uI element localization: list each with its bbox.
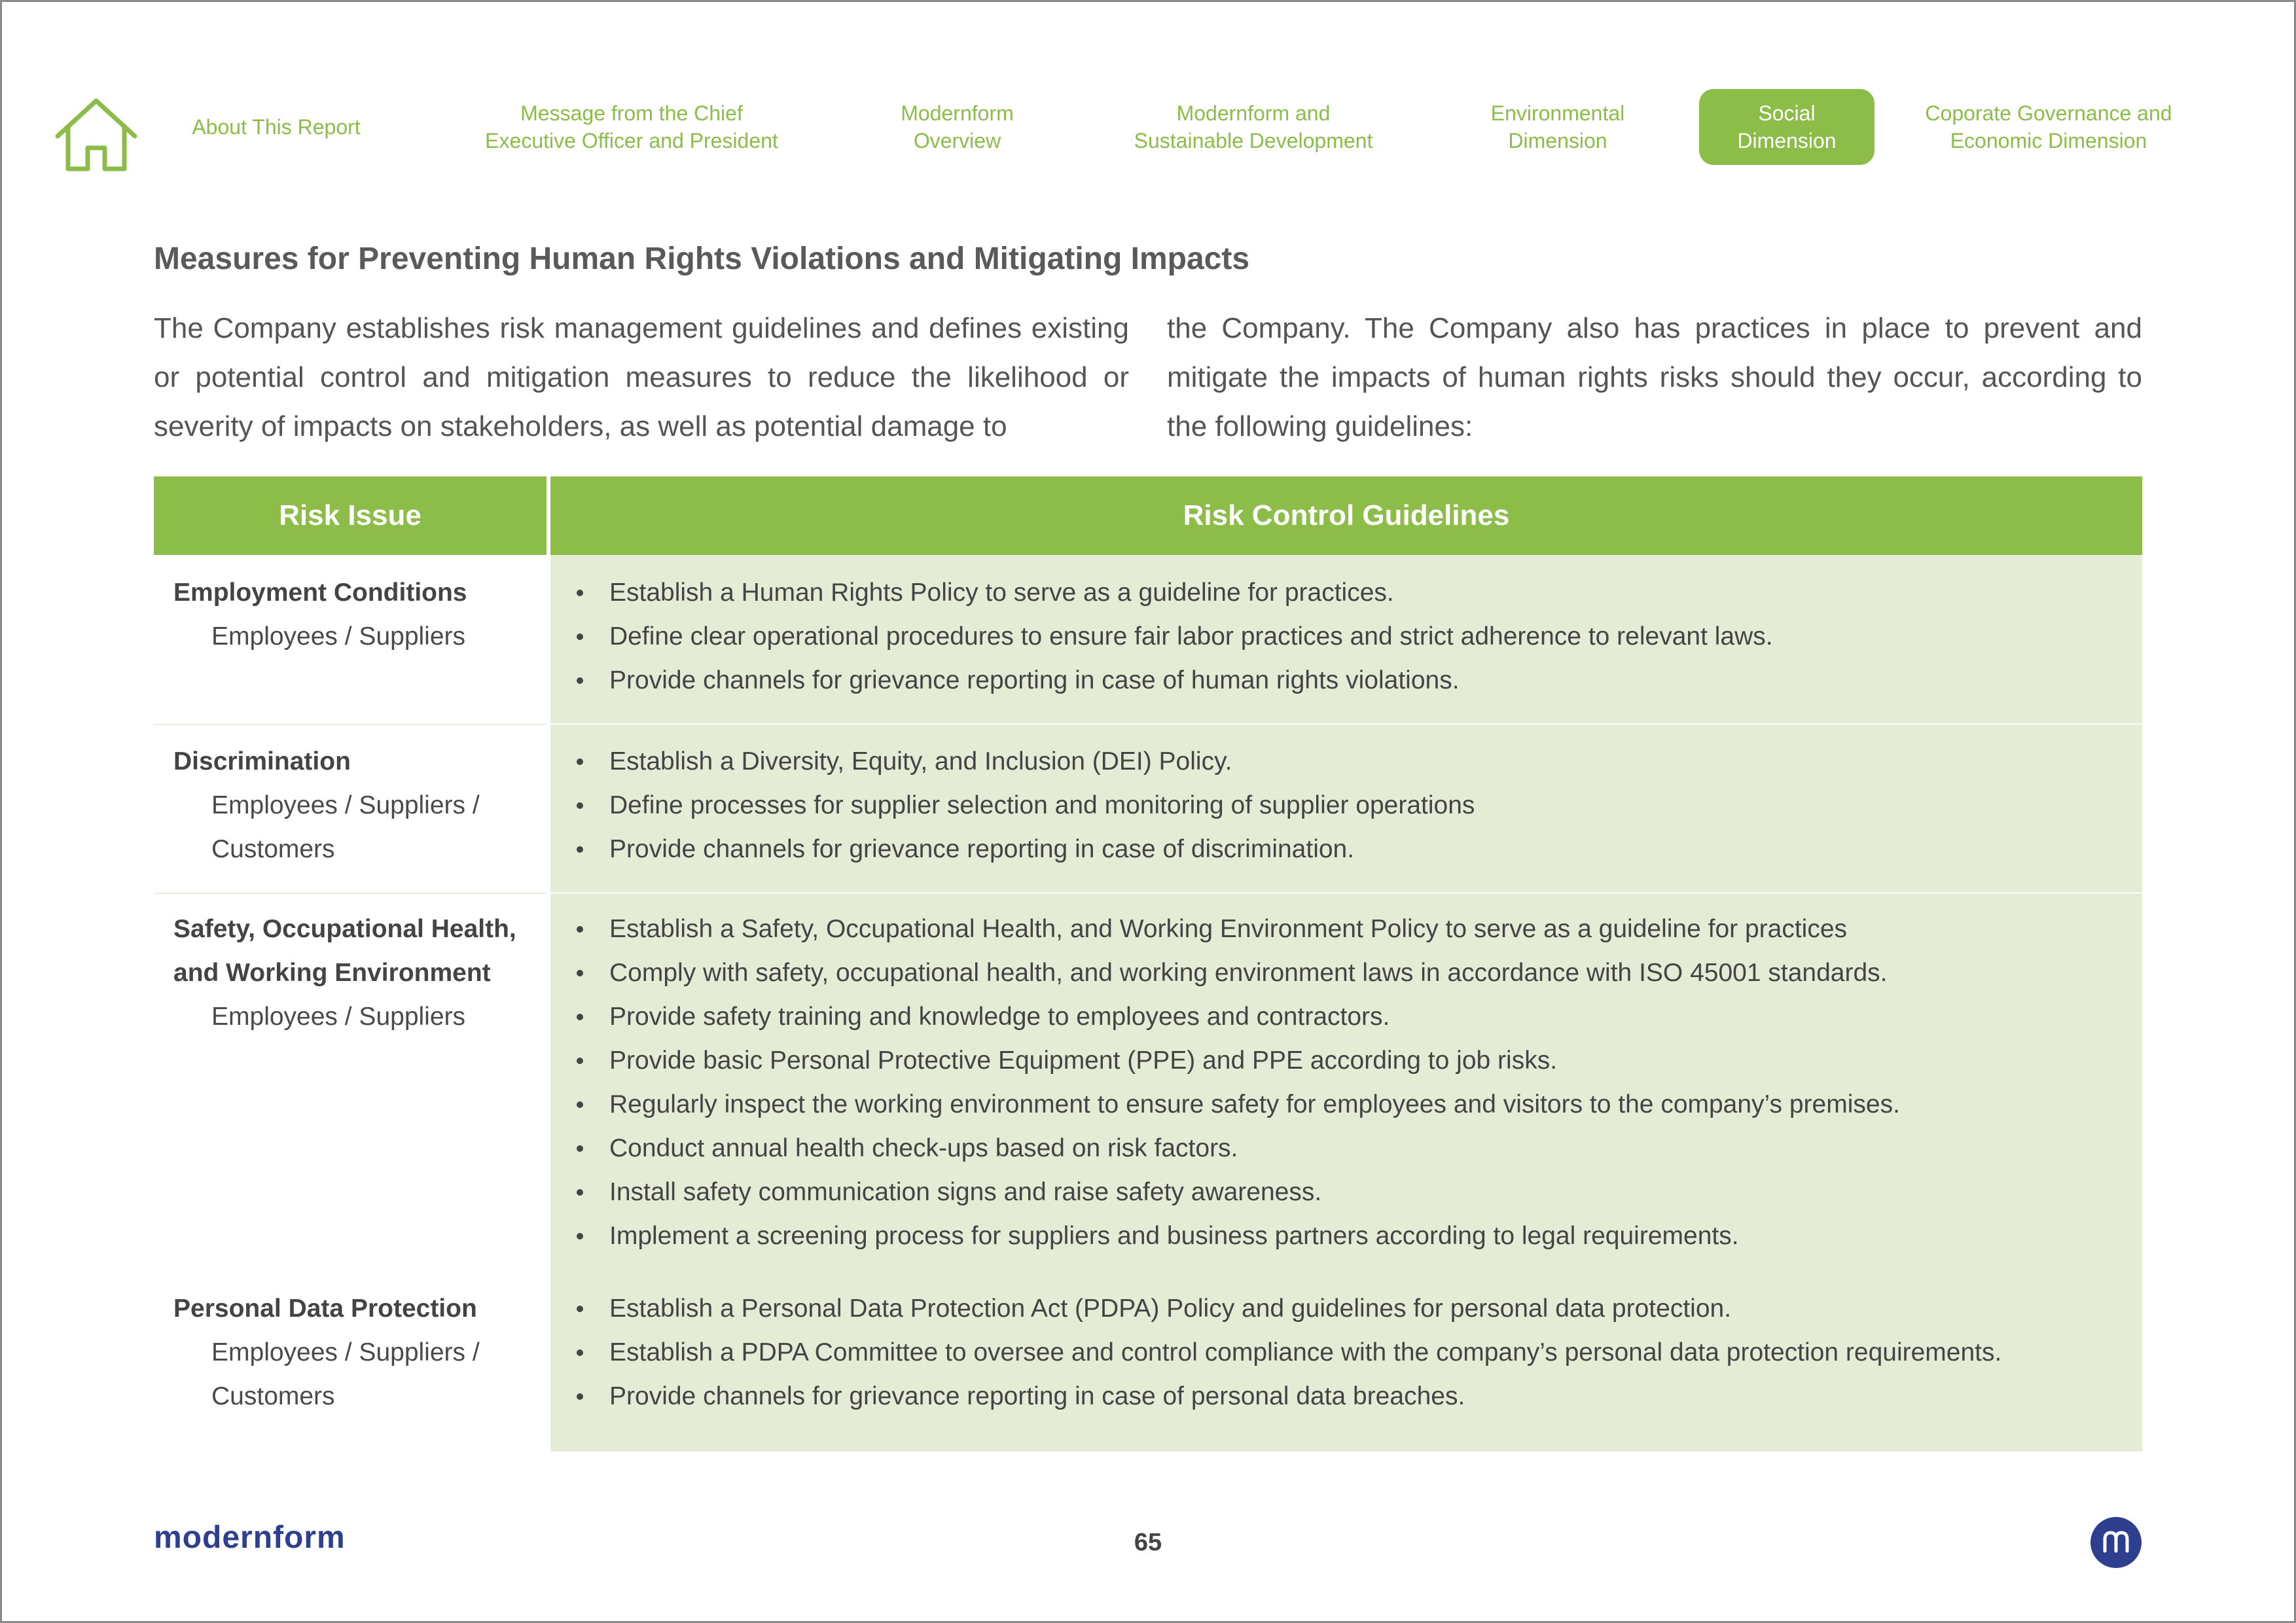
page-title: Measures for Preventing Human Rights Violations and Mitigating Impacts bbox=[154, 241, 1250, 276]
header-risk-issue: Risk Issue bbox=[154, 476, 547, 555]
list-item: Establish a Diversity, Equity, and Inclusion (DEI) Policy. bbox=[569, 740, 2142, 783]
table-row bbox=[154, 555, 2142, 725]
list-item: Establish a Safety, Occupational Health, and Working Environment Policy to serve as a guideline for practices bbox=[569, 907, 2142, 951]
risk-issue-title: Employment Conditions bbox=[173, 579, 467, 607]
list-item: Establish a Personal Data Protection Act (PDPA) Policy and guidelines for personal data protection. bbox=[569, 1287, 2142, 1330]
risk-issue-title: Personal Data Protection bbox=[173, 1294, 477, 1323]
page-number: 65 bbox=[1134, 1529, 1162, 1556]
list-item: Define clear operational procedures to ensure fair labor practices and strict adherence to relevant laws. bbox=[569, 615, 2142, 658]
nav-governance-economic[interactable]: Coporate Governance and Economic Dimension bbox=[1925, 101, 2172, 152]
guidelines-cell bbox=[550, 1287, 2142, 1452]
list-item: Install safety communication signs and raise safety awareness. bbox=[569, 1170, 2142, 1214]
table-row bbox=[154, 725, 2142, 894]
intro-paragraph-left: The Company establishes risk management guidelines and defines existing or potential control and mitigation measures to reduce the likelihood or severity of impacts on stakeholders, as well as potential damage to bbox=[154, 312, 1129, 442]
risk-issue-cell bbox=[154, 555, 547, 725]
risk-stakeholders: Customers bbox=[211, 835, 335, 863]
intro-paragraph-right: the Company. The Company also has practices in place to prevent and mitigate the impacts of human rights risks should they occur, according to the following guidelines: bbox=[1167, 312, 2142, 442]
nav-message-ceo[interactable]: Message from the Chief Executive Officer and President bbox=[485, 101, 778, 152]
list-item: Comply with safety, occupational health, and working environment laws in accordance with ISO 45001 standards. bbox=[569, 951, 2142, 995]
table-row bbox=[154, 1287, 2142, 1452]
guidelines-cell bbox=[550, 555, 2142, 725]
list-item: Establish a PDPA Committee to oversee and control compliance with the company’s personal data protection requirements. bbox=[569, 1330, 2142, 1374]
list-item: Establish a Human Rights Policy to serve as a guideline for practices. bbox=[569, 571, 2142, 615]
risk-issue-cell bbox=[154, 894, 547, 1287]
nav-sustainable-development[interactable]: Modernform and Sustainable Development bbox=[1134, 101, 1373, 152]
list-item: Provide basic Personal Protective Equipment (PPE) and PPE according to job risks. bbox=[569, 1039, 2142, 1082]
home-icon[interactable] bbox=[54, 96, 139, 173]
risk-issue-cell bbox=[154, 1287, 547, 1452]
list-item: Regularly inspect the working environment to ensure safety for employees and visitors to the company’s premises. bbox=[569, 1082, 2142, 1126]
risk-issue-title: Safety, Occupational Health, bbox=[173, 915, 516, 943]
risk-stakeholders: Employees / Suppliers bbox=[211, 622, 466, 651]
risk-stakeholders: Employees / Suppliers / bbox=[211, 1338, 480, 1366]
list-item: Provide channels for grievance reporting in case of personal data breaches. bbox=[569, 1374, 2142, 1418]
risk-issue-title: Discrimination bbox=[173, 747, 351, 776]
risk-stakeholders: Customers bbox=[211, 1382, 335, 1410]
table-header bbox=[154, 476, 2142, 555]
risk-table bbox=[154, 476, 2142, 1452]
list-item: Implement a screening process for suppliers and business partners according to legal requirements. bbox=[569, 1214, 2142, 1258]
risk-stakeholders: Employees / Suppliers / bbox=[211, 791, 480, 819]
nav-about-this-report[interactable]: About This Report bbox=[192, 115, 361, 139]
list-item: Provide channels for grievance reporting in case of human rights violations. bbox=[569, 658, 2142, 702]
list-item: Provide channels for grievance reporting in case of discrimination. bbox=[569, 827, 2142, 871]
guidelines-cell bbox=[550, 894, 2142, 1287]
top-navigation bbox=[0, 89, 2296, 174]
nav-modernform-overview[interactable]: Modernform Overview bbox=[901, 101, 1014, 152]
risk-issue-cell bbox=[154, 725, 547, 894]
list-item: Provide safety training and knowledge to employees and contractors. bbox=[569, 995, 2142, 1039]
nav-environmental-dimension[interactable]: Environmental Dimension bbox=[1490, 101, 1625, 152]
nav-social-dimension[interactable]: Social Dimension bbox=[1699, 89, 1874, 165]
brand-wordmark: modernform bbox=[154, 1520, 346, 1555]
modernform-logo-icon bbox=[2090, 1517, 2142, 1568]
risk-stakeholders: Employees / Suppliers bbox=[211, 1003, 466, 1031]
guidelines-cell bbox=[550, 725, 2142, 894]
header-risk-control-guidelines: Risk Control Guidelines bbox=[550, 476, 2142, 555]
table-row bbox=[154, 894, 2142, 1287]
list-item: Conduct annual health check-ups based on risk factors. bbox=[569, 1126, 2142, 1170]
list-item: Define processes for supplier selection and monitoring of supplier operations bbox=[569, 783, 2142, 827]
risk-issue-title: and Working Environment bbox=[173, 959, 491, 987]
